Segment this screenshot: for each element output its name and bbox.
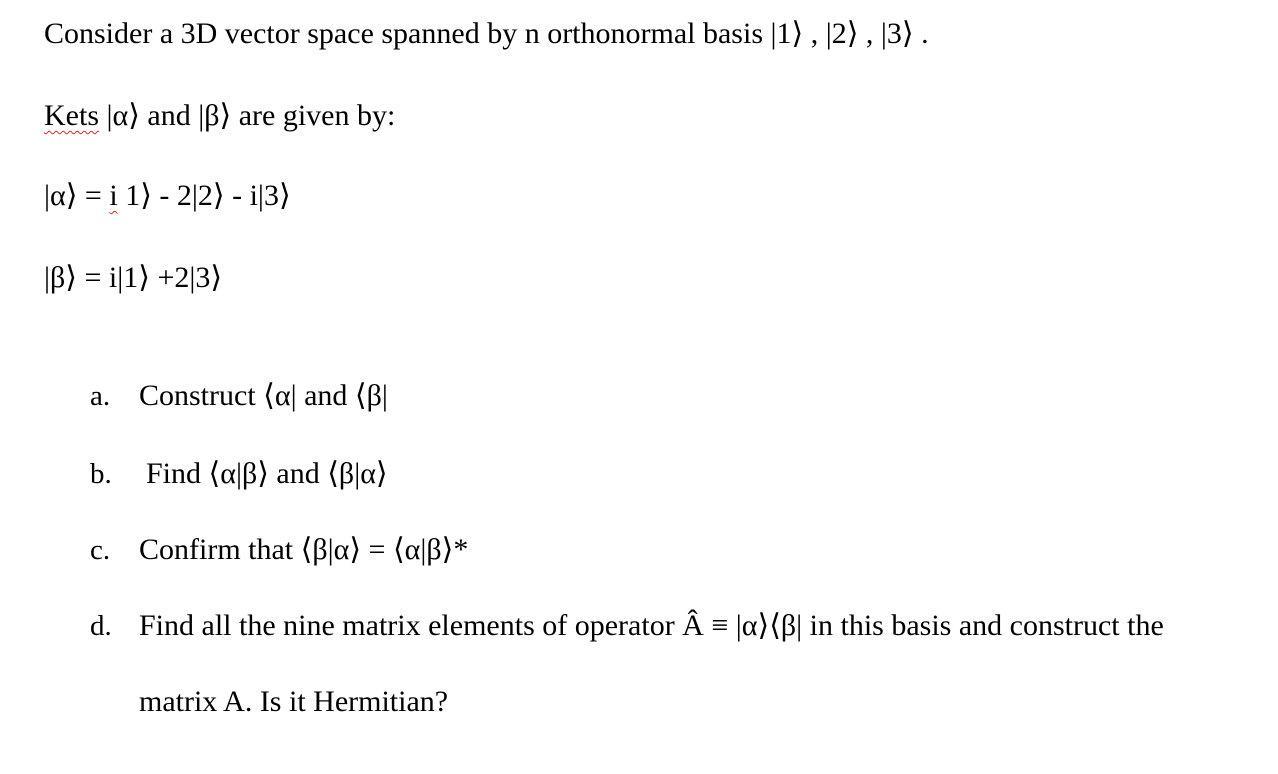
question-d-text: Find all the nine matrix elements of operator Â ≡ |α⟩⟨β| in this basis and construct the	[139, 609, 1164, 642]
question-a-label: a.	[90, 380, 111, 412]
question-c-label: c.	[90, 534, 111, 566]
question-a-text: Construct ⟨α| and ⟨β|	[139, 379, 388, 412]
alpha-def-prefix: |α⟩ =	[44, 179, 110, 212]
alpha-def-flagged-i: i	[109, 179, 118, 212]
alpha-ket-definition	[44, 178, 291, 214]
question-b-label: b.	[90, 458, 112, 490]
kets-word: Kets	[44, 99, 99, 132]
question-b-text: Find ⟨α|β⟩ and ⟨β|α⟩	[146, 457, 388, 490]
beta-ket-definition: |β⟩ = i|1⟩ +2|3⟩	[44, 261, 223, 294]
question-d-label: d.	[90, 610, 112, 642]
kets-line-rest: |α⟩ and |β⟩ are given by:	[99, 99, 396, 132]
alpha-def-rest: 1⟩ - 2|2⟩ - i|3⟩	[117, 179, 291, 212]
kets-intro-line	[44, 98, 395, 134]
question-c-text: Confirm that ⟨β|α⟩ = ⟨α|β⟩*	[139, 533, 469, 566]
intro-statement: Consider a 3D vector space spanned by n orthonormal basis |1⟩ , |2⟩ , |3⟩ .	[44, 17, 929, 50]
question-d-text-continued: matrix A. Is it Hermitian?	[139, 685, 449, 718]
